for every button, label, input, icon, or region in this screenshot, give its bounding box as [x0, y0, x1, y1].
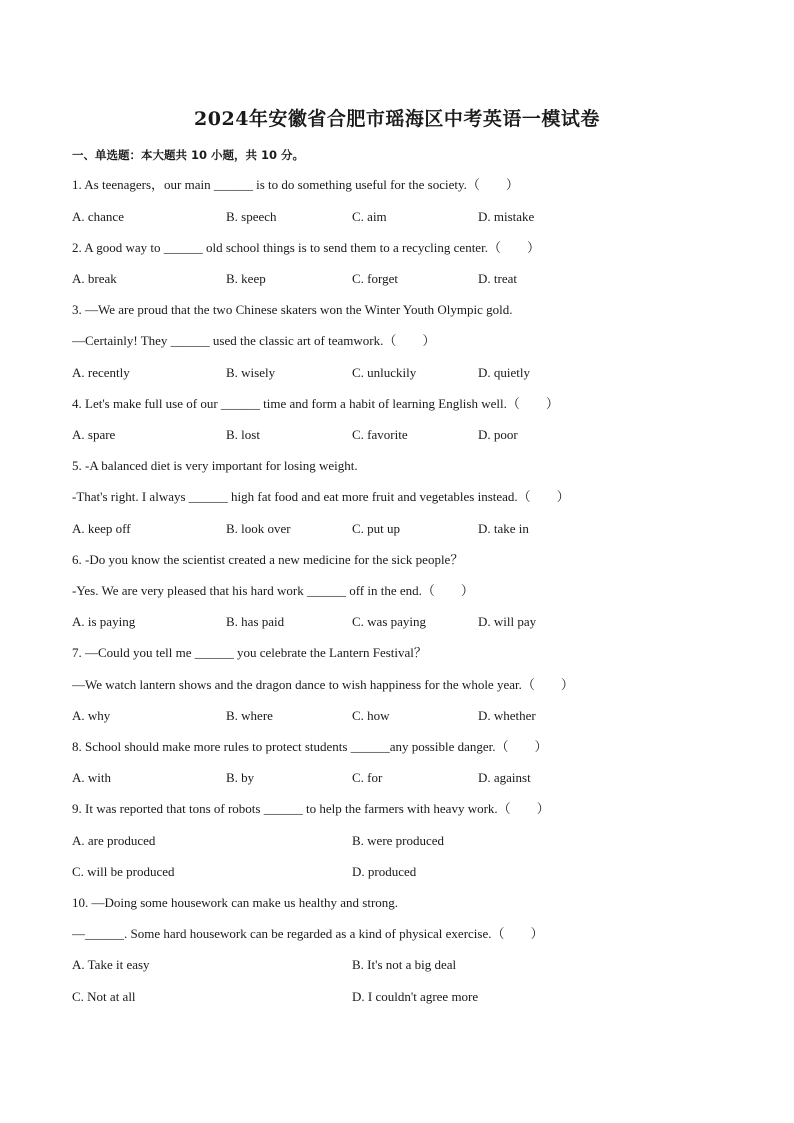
- question-10-reply: —______. Some hard housework can be regarded as a kind of physical exercise.（ ）: [72, 926, 544, 941]
- question-5-stem: 5. -A balanced diet is very important for losing weight.: [72, 458, 358, 473]
- q9-option-b: B. were produced: [352, 833, 445, 848]
- q3-option-b: B. wisely: [226, 365, 276, 380]
- q3-option-d: D. quietly: [478, 365, 530, 380]
- q5-option-a: A. keep off: [72, 521, 131, 536]
- q2-option-a: A. break: [72, 271, 117, 286]
- q1-option-c: C. aim: [352, 209, 387, 224]
- q1-option-d: D. mistake: [478, 209, 535, 224]
- q10-option-b: B. It's not a big deal: [352, 957, 457, 972]
- q4-option-b: B. lost: [226, 427, 260, 442]
- q6-option-a: A. is paying: [72, 614, 136, 629]
- q8-option-c: C. for: [352, 770, 383, 785]
- section-heading: 一、单选题：本大题共 10 小题，共 10 分。: [72, 148, 305, 162]
- q9-option-c: C. will be produced: [72, 864, 175, 879]
- q5-option-b: B. look over: [226, 521, 291, 536]
- question-1-stem: 1. As teenagers，our main ______ is to do something useful for the society.（ ）: [72, 177, 519, 192]
- q7-option-b: B. where: [226, 708, 273, 723]
- q7-option-d: D. whether: [478, 708, 536, 723]
- q7-option-a: A. why: [72, 708, 111, 723]
- q9-option-d: D. produced: [352, 864, 417, 879]
- q6-option-c: C. was paying: [352, 614, 427, 629]
- question-7-stem: 7. —Could you tell me ______ you celebrate the Lantern Festival？: [72, 645, 427, 660]
- q4-option-c: C. favorite: [352, 427, 408, 442]
- q2-option-b: B. keep: [226, 271, 266, 286]
- q1-option-b: B. speech: [226, 209, 277, 224]
- q7-option-c: C. how: [352, 708, 390, 723]
- question-10-stem: 10. —Doing some housework can make us healthy and strong.: [72, 895, 399, 910]
- q3-option-c: C. unluckily: [352, 365, 417, 380]
- q10-option-a: A. Take it easy: [72, 957, 150, 972]
- question-4-stem: 4. Let's make full use of our ______ time and form a habit of learning English well.（ ）: [72, 396, 559, 411]
- question-9-stem: 9. It was reported that tons of robots ______ to help the farmers with heavy work.（ ）: [72, 801, 550, 816]
- q6-option-b: B. has paid: [226, 614, 285, 629]
- q8-option-b: B. by: [226, 770, 255, 785]
- question-2-stem: 2. A good way to ______ old school things is to send them to a recycling center.（ ）: [72, 240, 540, 255]
- q10-option-d: D. I couldn't agree more: [352, 989, 479, 1004]
- q5-option-d: D. take in: [478, 521, 529, 536]
- q3-option-a: A. recently: [72, 365, 130, 380]
- q1-option-a: A. chance: [72, 209, 124, 224]
- question-3-reply: —Certainly! They ______ used the classic art of teamwork.（ ）: [72, 333, 436, 348]
- q9-option-a: A. are produced: [72, 833, 156, 848]
- q2-option-d: D. treat: [478, 271, 517, 286]
- q4-option-a: A. spare: [72, 427, 116, 442]
- q2-option-c: C. forget: [352, 271, 398, 286]
- q10-option-c: C. Not at all: [72, 989, 136, 1004]
- q6-option-d: D. will pay: [478, 614, 537, 629]
- question-5-reply: -That's right. I always ______ high fat food and eat more fruit and vegetables instead.（ ）: [72, 489, 570, 504]
- question-7-reply: —We watch lantern shows and the dragon dance to wish happiness for the whole year.（ ）: [72, 677, 574, 692]
- q4-option-d: D. poor: [478, 427, 518, 442]
- q5-option-c: C. put up: [352, 521, 401, 536]
- q8-option-a: A. with: [72, 770, 111, 785]
- question-6-stem: 6. -Do you know the scientist created a new medicine for the sick people？: [72, 552, 464, 567]
- page-title: 2024年安徽省合肥市瑶海区中考英语一模试卷: [194, 108, 600, 130]
- question-3-stem: 3. —We are proud that the two Chinese skaters won the Winter Youth Olympic gold.: [72, 302, 513, 317]
- q8-option-d: D. against: [478, 770, 531, 785]
- question-8-stem: 8. School should make more rules to protect students ______any possible danger.（ ）: [72, 739, 548, 754]
- question-6-reply: -Yes. We are very pleased that his hard work ______ off in the end.（ ）: [72, 583, 474, 598]
